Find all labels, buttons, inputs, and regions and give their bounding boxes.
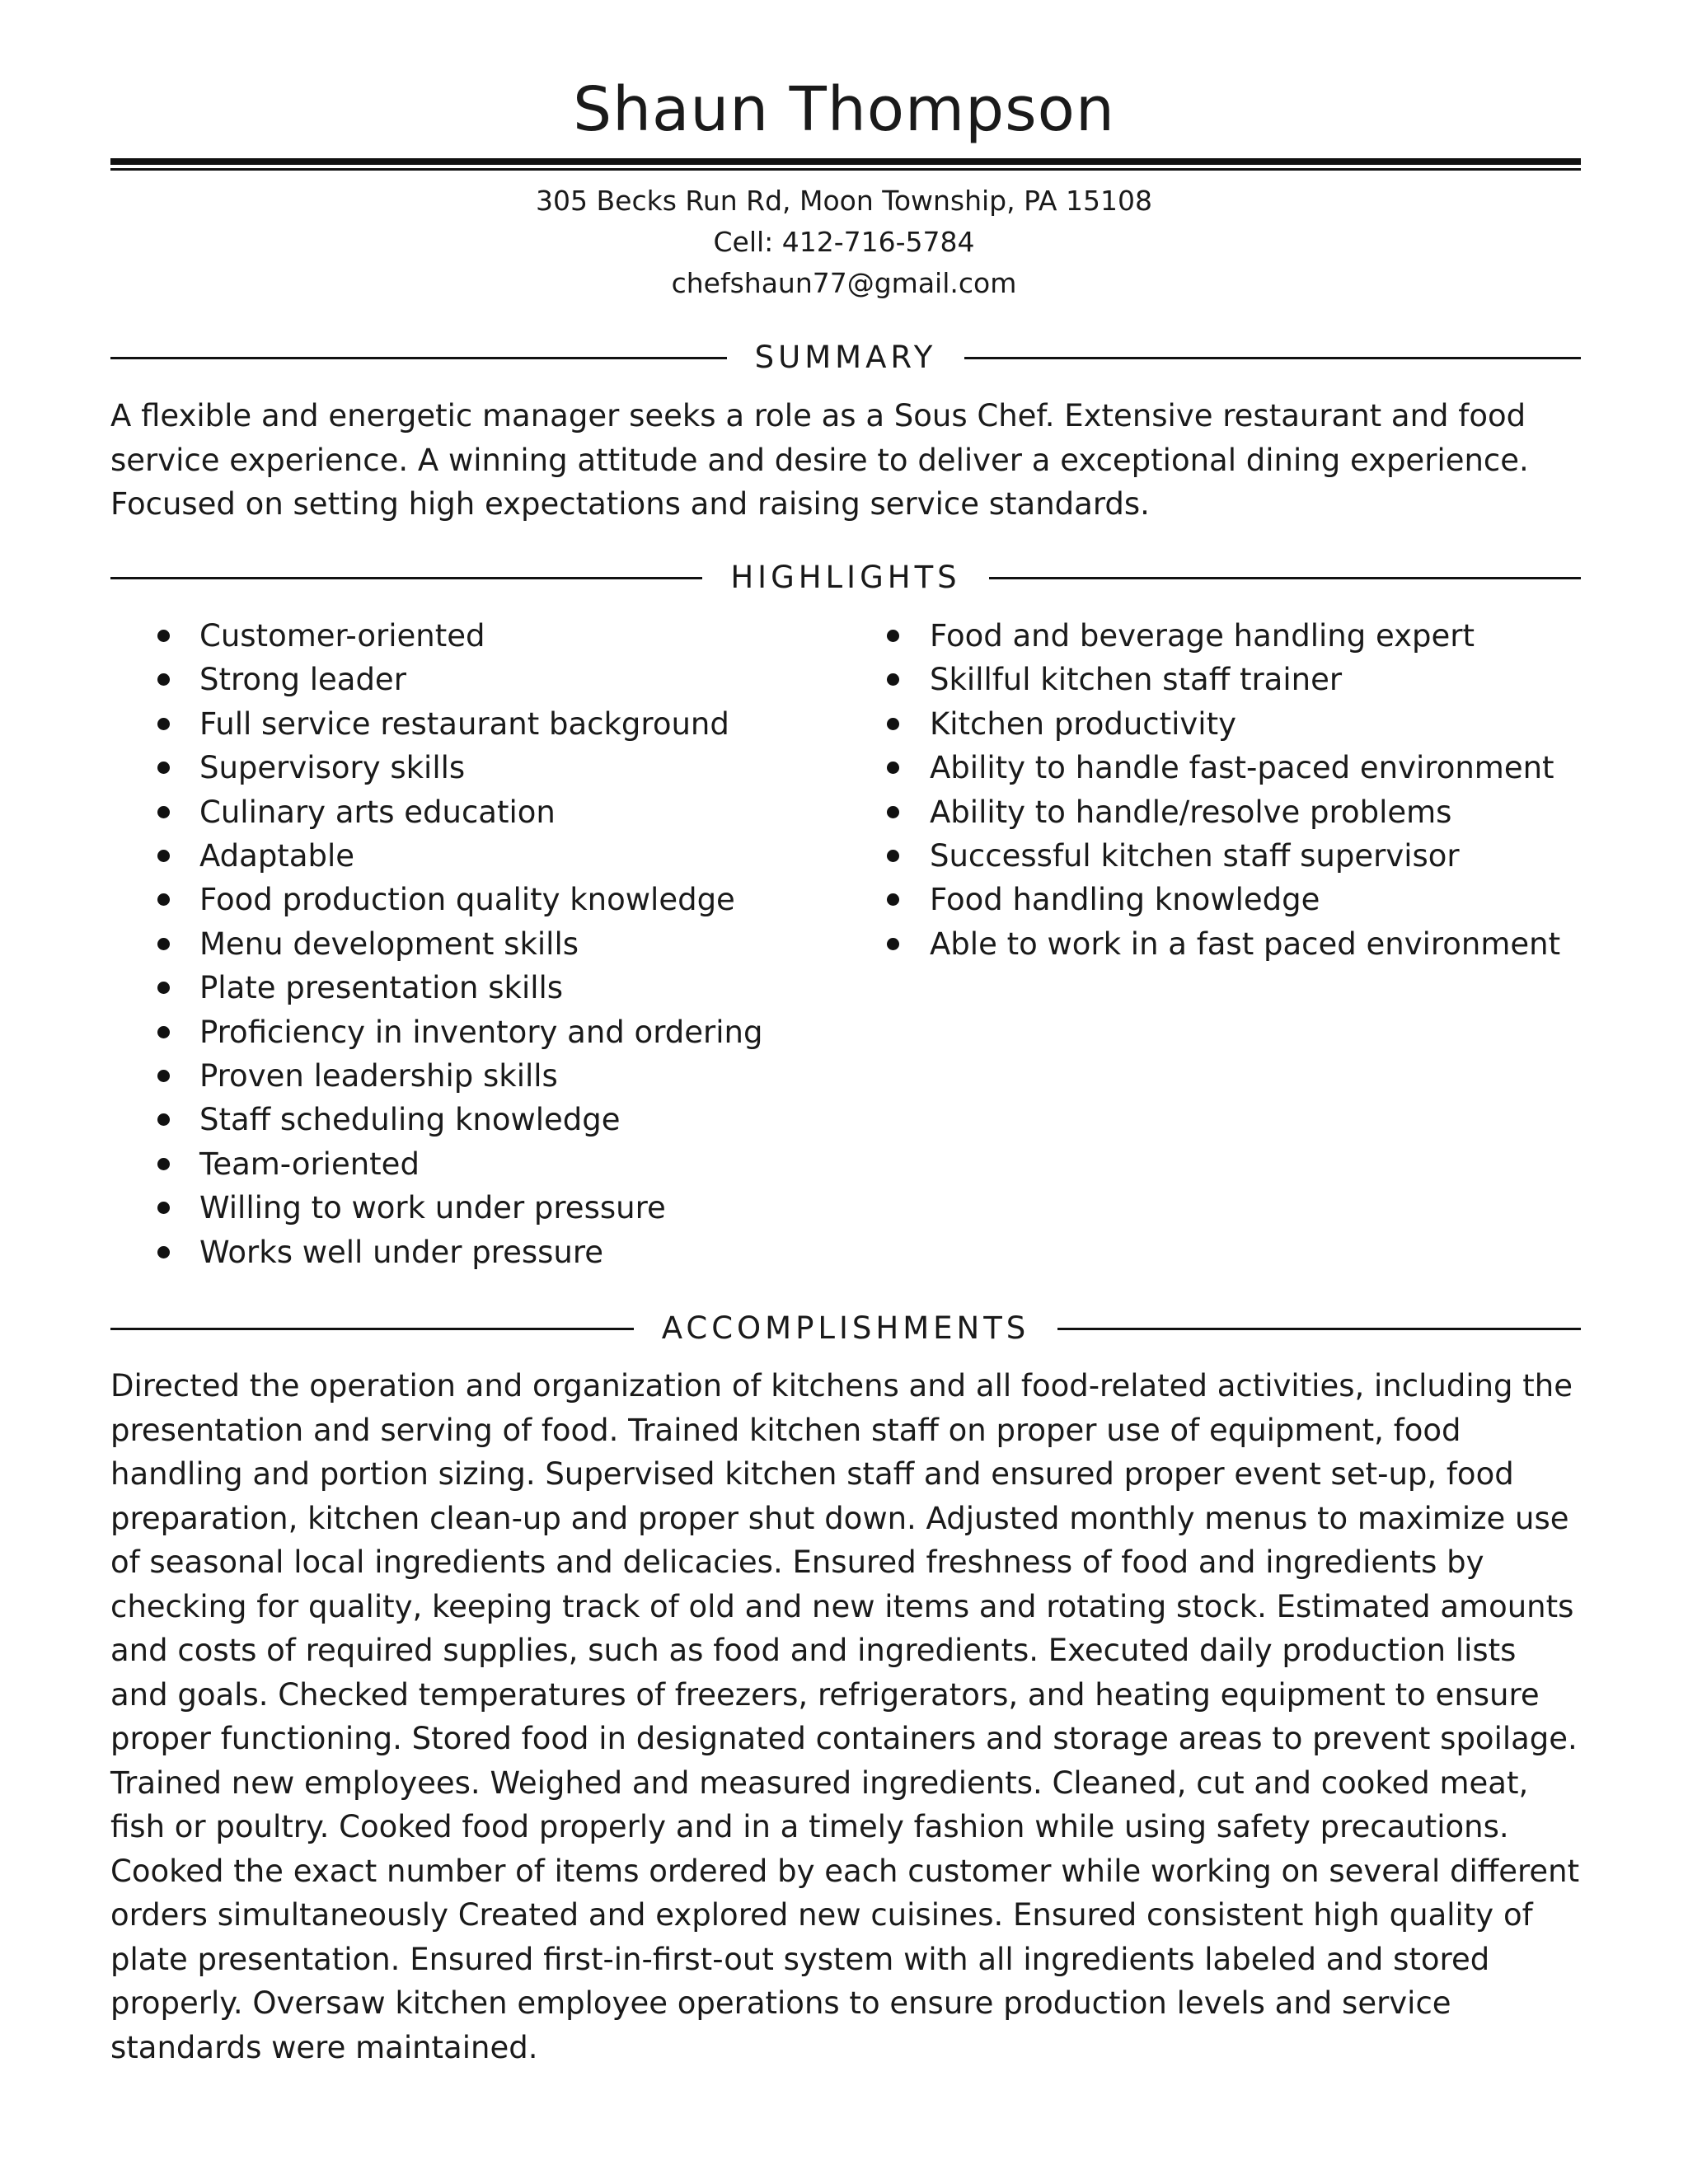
list-item: Plate presentation skills [199, 966, 762, 1010]
list-item: Ability to handle/resolve problems [930, 790, 1560, 834]
accomplishments-heading [110, 1310, 1581, 1347]
bullet-icon [157, 630, 170, 642]
bullet-icon [887, 893, 899, 906]
accomplishments-text: Directed the operation and organization of kitchens and all food-related activities, including the presentation and serving of food. Trained kitchen staff on proper use of equipment, food handling and portion sizing. Supervised kitchen staff and ensured proper event set-up, food preparation, kitchen clean-up and proper shut down. Adjusted monthly menus to maximize use of seasonal local ingredients and delicacies. Ensured freshness of food and ingredients by checking for quality, keeping track of old and new items and rotating stock. Estimated amounts and costs of required supplies, such as food and ingredients. Executed daily production lists and goals. Checked temperatures of freezers, refrigerators, and heating equipment to ensure proper functioning. Stored food in designated containers and storage areas to prevent spoilage. Trained new employees. Weighed and measured ingredients. Cleaned, cut and cooked meat, fish or poultry. Cooked food properly and in a timely fashion while using safety precautions. Cooked the exact number of items ordered by each customer while working on several different orders simultaneously Created and explored new cuisines. Ensured consistent high quality of plate presentation. Ensured first-in-first-out system with all ingredients labeled and stored properly. Oversaw kitchen employee operations to ensure production levels and service standards were maintained. [110, 1368, 1580, 2065]
bullet-icon [157, 1070, 170, 1082]
summary-title: SUMMARY [754, 340, 937, 375]
list-item: Staff scheduling knowledge [199, 1098, 762, 1141]
bullet-icon [157, 982, 170, 994]
list-item: Food handling knowledge [930, 878, 1560, 921]
list-item: Customer-oriented [199, 614, 762, 658]
header-rule-thin [110, 168, 1581, 171]
list-item: Ability to handle fast-paced environment [930, 746, 1560, 790]
bullet-icon [157, 1158, 170, 1170]
list-item: Adaptable [199, 834, 762, 878]
summary-rule-right [964, 357, 1581, 359]
accomplishments-rule-right [1057, 1328, 1581, 1330]
bullet-icon [887, 673, 899, 686]
list-item: Successful kitchen staff supervisor [930, 834, 1560, 878]
summary-heading [110, 340, 1581, 376]
bullet-icon [157, 1202, 170, 1214]
list-item: Culinary arts education [199, 790, 762, 834]
contact-email[interactable]: chefshaun77@gmail.com [671, 267, 1017, 299]
contact-cell: Cell: 412-716-5784 [713, 226, 975, 258]
list-item: Works well under pressure [199, 1230, 762, 1274]
bullet-icon [157, 938, 170, 950]
highlights-heading [110, 560, 1581, 596]
bullet-icon [887, 850, 899, 862]
bullet-icon [887, 762, 899, 774]
bullet-icon [157, 893, 170, 906]
list-item: Proven leadership skills [199, 1054, 762, 1098]
list-item: Able to work in a fast paced environment [930, 922, 1560, 966]
bullet-icon [887, 938, 899, 950]
bullet-icon [157, 806, 170, 818]
highlights-list-left [199, 614, 762, 1274]
highlights-title: HIGHLIGHTS [730, 560, 961, 595]
bullet-icon [157, 762, 170, 774]
bullet-icon [157, 1026, 170, 1038]
highlights-rule-right [989, 577, 1581, 579]
list-item: Strong leader [199, 658, 762, 701]
list-item: Skillful kitchen staff trainer [930, 658, 1560, 701]
list-item: Food and beverage handling expert [930, 614, 1560, 658]
list-item: Food production quality knowledge [199, 878, 762, 921]
summary-text: A flexible and energetic manager seeks a role as a Sous Chef. Extensive restaurant and food service experience. A winning attitude and desire to deliver a exceptional dining experience. Focused on setting high expectations and raising service standards. [110, 398, 1529, 522]
bullet-icon [887, 718, 899, 730]
bullet-icon [887, 806, 899, 818]
highlights-rule-left [110, 577, 702, 579]
bullet-icon [157, 673, 170, 686]
header-rule-thick [110, 158, 1581, 165]
candidate-name: Shaun Thompson [573, 74, 1115, 145]
accomplishments-title: ACCOMPLISHMENTS [661, 1310, 1030, 1346]
list-item: Willing to work under pressure [199, 1186, 762, 1230]
bullet-icon [157, 718, 170, 730]
list-item: Proficiency in inventory and ordering [199, 1010, 762, 1054]
list-item: Menu development skills [199, 922, 762, 966]
list-item: Team-oriented [199, 1142, 762, 1186]
bullet-icon [157, 1113, 170, 1126]
contact-address: 305 Becks Run Rd, Moon Township, PA 15108 [536, 185, 1152, 217]
highlights-list-right [930, 614, 1560, 966]
summary-rule-left [110, 357, 727, 359]
bullet-icon [887, 630, 899, 642]
list-item: Kitchen productivity [930, 702, 1560, 746]
accomplishments-rule-left [110, 1328, 634, 1330]
bullet-icon [157, 1246, 170, 1258]
bullet-icon [157, 850, 170, 862]
list-item: Full service restaurant background [199, 702, 762, 746]
list-item: Supervisory skills [199, 746, 762, 790]
